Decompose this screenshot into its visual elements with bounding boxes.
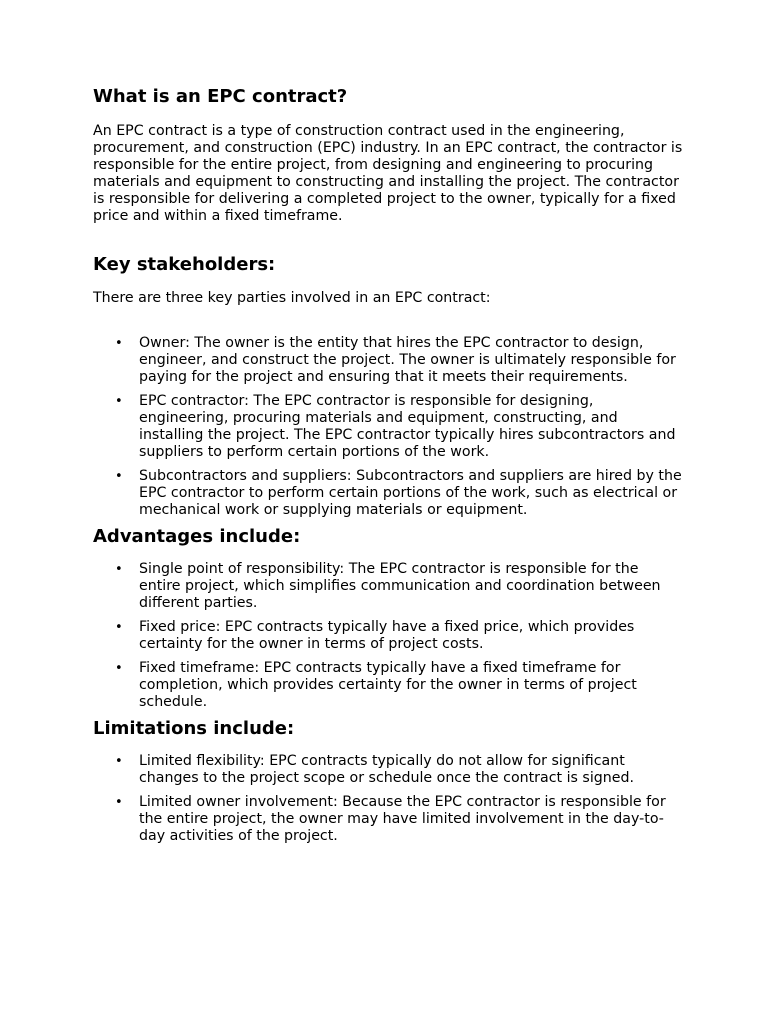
limitations-list [93, 753, 683, 845]
list-item: • Limited owner involvement: Because the EPC contractor is responsible for the entire project, the owner may have limited involvement in the day-to-day activities of the project. [93, 794, 683, 845]
stakeholders-intro: There are three key parties involved in an EPC contract: [93, 290, 491, 306]
document-page [93, 86, 683, 852]
list-item: • Fixed timeframe: EPC contracts typically have a fixed timeframe for completion, which provides certainty for the owner in terms of project schedule. [93, 660, 683, 711]
limitations-heading: Limitations include: [93, 718, 295, 739]
advantages-list [93, 561, 683, 711]
page-title: What is an EPC contract? [93, 86, 348, 107]
list-item: • Owner: The owner is the entity that hires the EPC contractor to design, engineer, and construct the project. The owner is ultimately responsible for paying for the project and ensuring that it meets their requirements. [93, 335, 683, 386]
intro-paragraph: An EPC contract is a type of construction contract used in the engineering, procurement, and construction (EPC) industry. In an EPC contract, the contractor is responsible for the entire project, from designing and engineering to procuring materials and equipment to constructing and installing the project. The contractor is responsible for delivering a completed project to the owner, typically for a fixed price and within a fixed timeframe. [93, 123, 683, 224]
stakeholders-heading: Key stakeholders: [93, 254, 276, 275]
advantages-heading: Advantages include: [93, 526, 301, 547]
list-item: • EPC contractor: The EPC contractor is responsible for designing, engineering, procuring materials and equipment, constructing, and installing the project. The EPC contractor typically hires subcontractors and suppliers to perform certain portions of the work. [93, 393, 683, 461]
list-item: • Fixed price: EPC contracts typically have a fixed price, which provides certainty for the owner in terms of project costs. [93, 619, 683, 653]
list-item: • Limited flexibility: EPC contracts typically do not allow for significant changes to the project scope or schedule once the contract is signed. [93, 753, 683, 787]
list-item: • Single point of responsibility: The EPC contractor is responsible for the entire project, which simplifies communication and coordination between different parties. [93, 561, 683, 612]
stakeholders-list [93, 335, 683, 519]
list-item: • Subcontractors and suppliers: Subcontractors and suppliers are hired by the EPC contractor to perform certain portions of the work, such as electrical or mechanical work or supplying materials or equipment. [93, 468, 683, 519]
